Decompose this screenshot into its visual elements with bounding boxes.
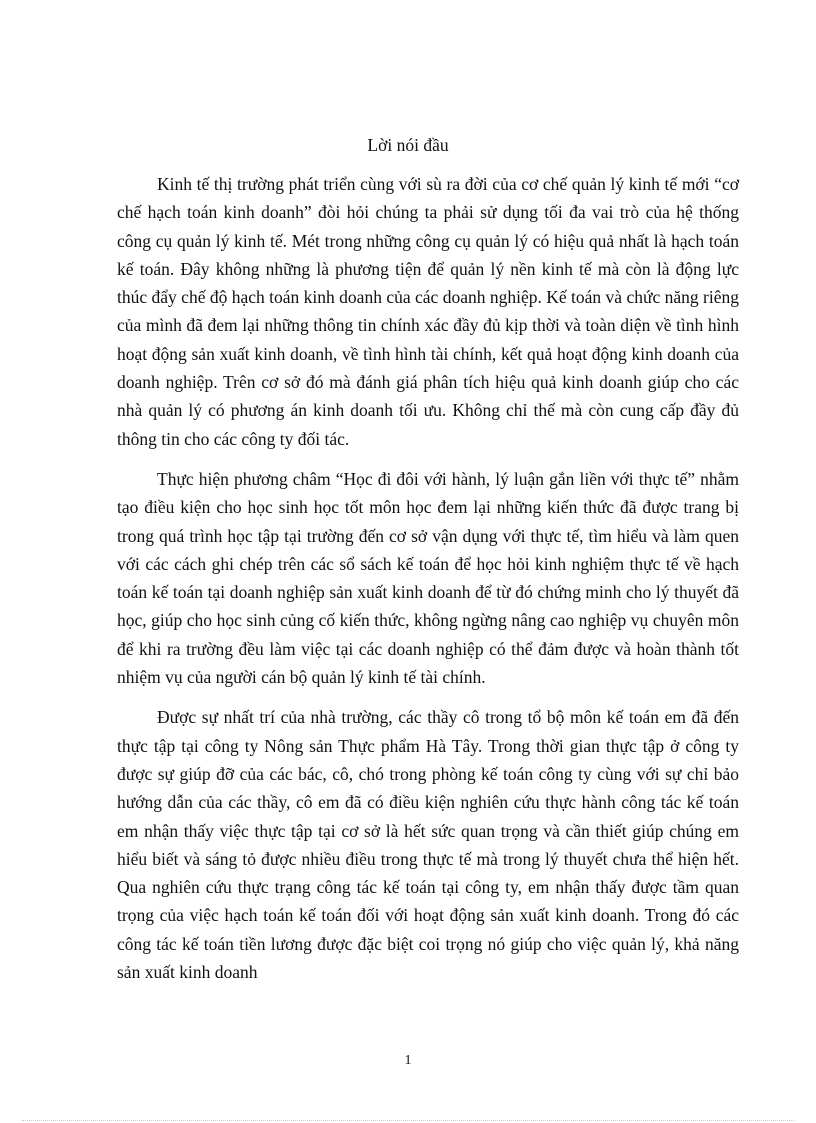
paragraph-1: Kinh tế thị trường phát triển cùng với sù ra đời của cơ chế quản lý kinh tế mới “cơ chế hạch toán kinh doanh” đòi hỏi chúng ta phải sử dụng tối đa vai trò của hệ thống công cụ quản lý kinh tế. Mét trong những công cụ quản lý có hiệu quả nhất là hạch toán kế toán. Đây không những là phương tiện để quản lý nền kinh tế mà còn là động lực thúc đẩy chế độ hạch toán kinh doanh của các doanh nghiệp. Kế toán và chức năng riêng của mình đã đem lại những thông tin chính xác đầy đủ kịp thời và toàn diện về tình hình hoạt động sản xuất kinh doanh, về tình hình tài chính, kết quả hoạt động kinh doanh của doanh nghiệp. Trên cơ sở đó mà đánh giá phân tích hiệu quả kinh doanh giúp cho các nhà quản lý có phương án kinh doanh tối ưu. Không chỉ thế mà còn cung cấp đầy đủ thông tin cho các công ty đối tác. bbox=[117, 174, 739, 449]
paragraph-2: Thực hiện phương châm “Học đi đôi với hành, lý luận gắn liền với thực tế” nhằm tạo điều kiện cho học sinh học tốt môn học đem lại những kiến thức đã được trang bị trong quá trình học tập tại trường đến cơ sở vận dụng với thực tế, tìm hiểu và làm quen với các cách ghi chép trên các sổ sách kế toán để học hỏi kinh nghiệm thực tế về hạch toán kế toán tại doanh nghiệp sản xuất kinh doanh để từ đó chứng minh cho lý thuyết đã học, giúp cho học sinh củng cố kiến thức, không ngừng nâng cao nghiệp vụ chuyên môn để khi ra trường đều làm việc tại các doanh nghiệp có thể đảm được và hoàn thành tốt nhiệm vụ của người cán bộ quản lý kinh tế tài chính. bbox=[117, 468, 739, 688]
paragraph-3: Được sự nhất trí của nhà trường, các thầy cô trong tổ bộ môn kế toán em đã đến thực tập tại công ty Nông sản Thực phẩm Hà Tây. Trong thời gian thực tập ở công ty được sự giúp đỡ của các bác, cô, chó trong phòng kế toán công ty cùng với sự chỉ bảo hướng dẫn của các thầy, cô em đã có điều kiện nghiên cứu thực hành công tác kế toán em nhận thấy việc thực tập tại cơ sở là hết sức quan trọng và cần thiết giúp chúng em hiểu biết và sáng tỏ được nhiều điều trong thực tế mà trong lý thuyết chưa thể hiện hết. Qua nghiên cứu thực trạng công tác kế toán tại công ty, em nhận thấy được tầm quan trọng của việc hạch toán kế toán đối với hoạt động sản xuất kinh doanh. Trong đó các công tác kế toán tiền lương được đặc biệt coi trọng nó giúp cho việc quản lý, khả năng sản xuất kinh doanh bbox=[117, 707, 739, 983]
document-body bbox=[117, 170, 739, 998]
page-break-divider bbox=[22, 1120, 794, 1121]
page-number: 1 bbox=[404, 1053, 412, 1068]
document-title: Lời nói đầu bbox=[367, 135, 449, 155]
